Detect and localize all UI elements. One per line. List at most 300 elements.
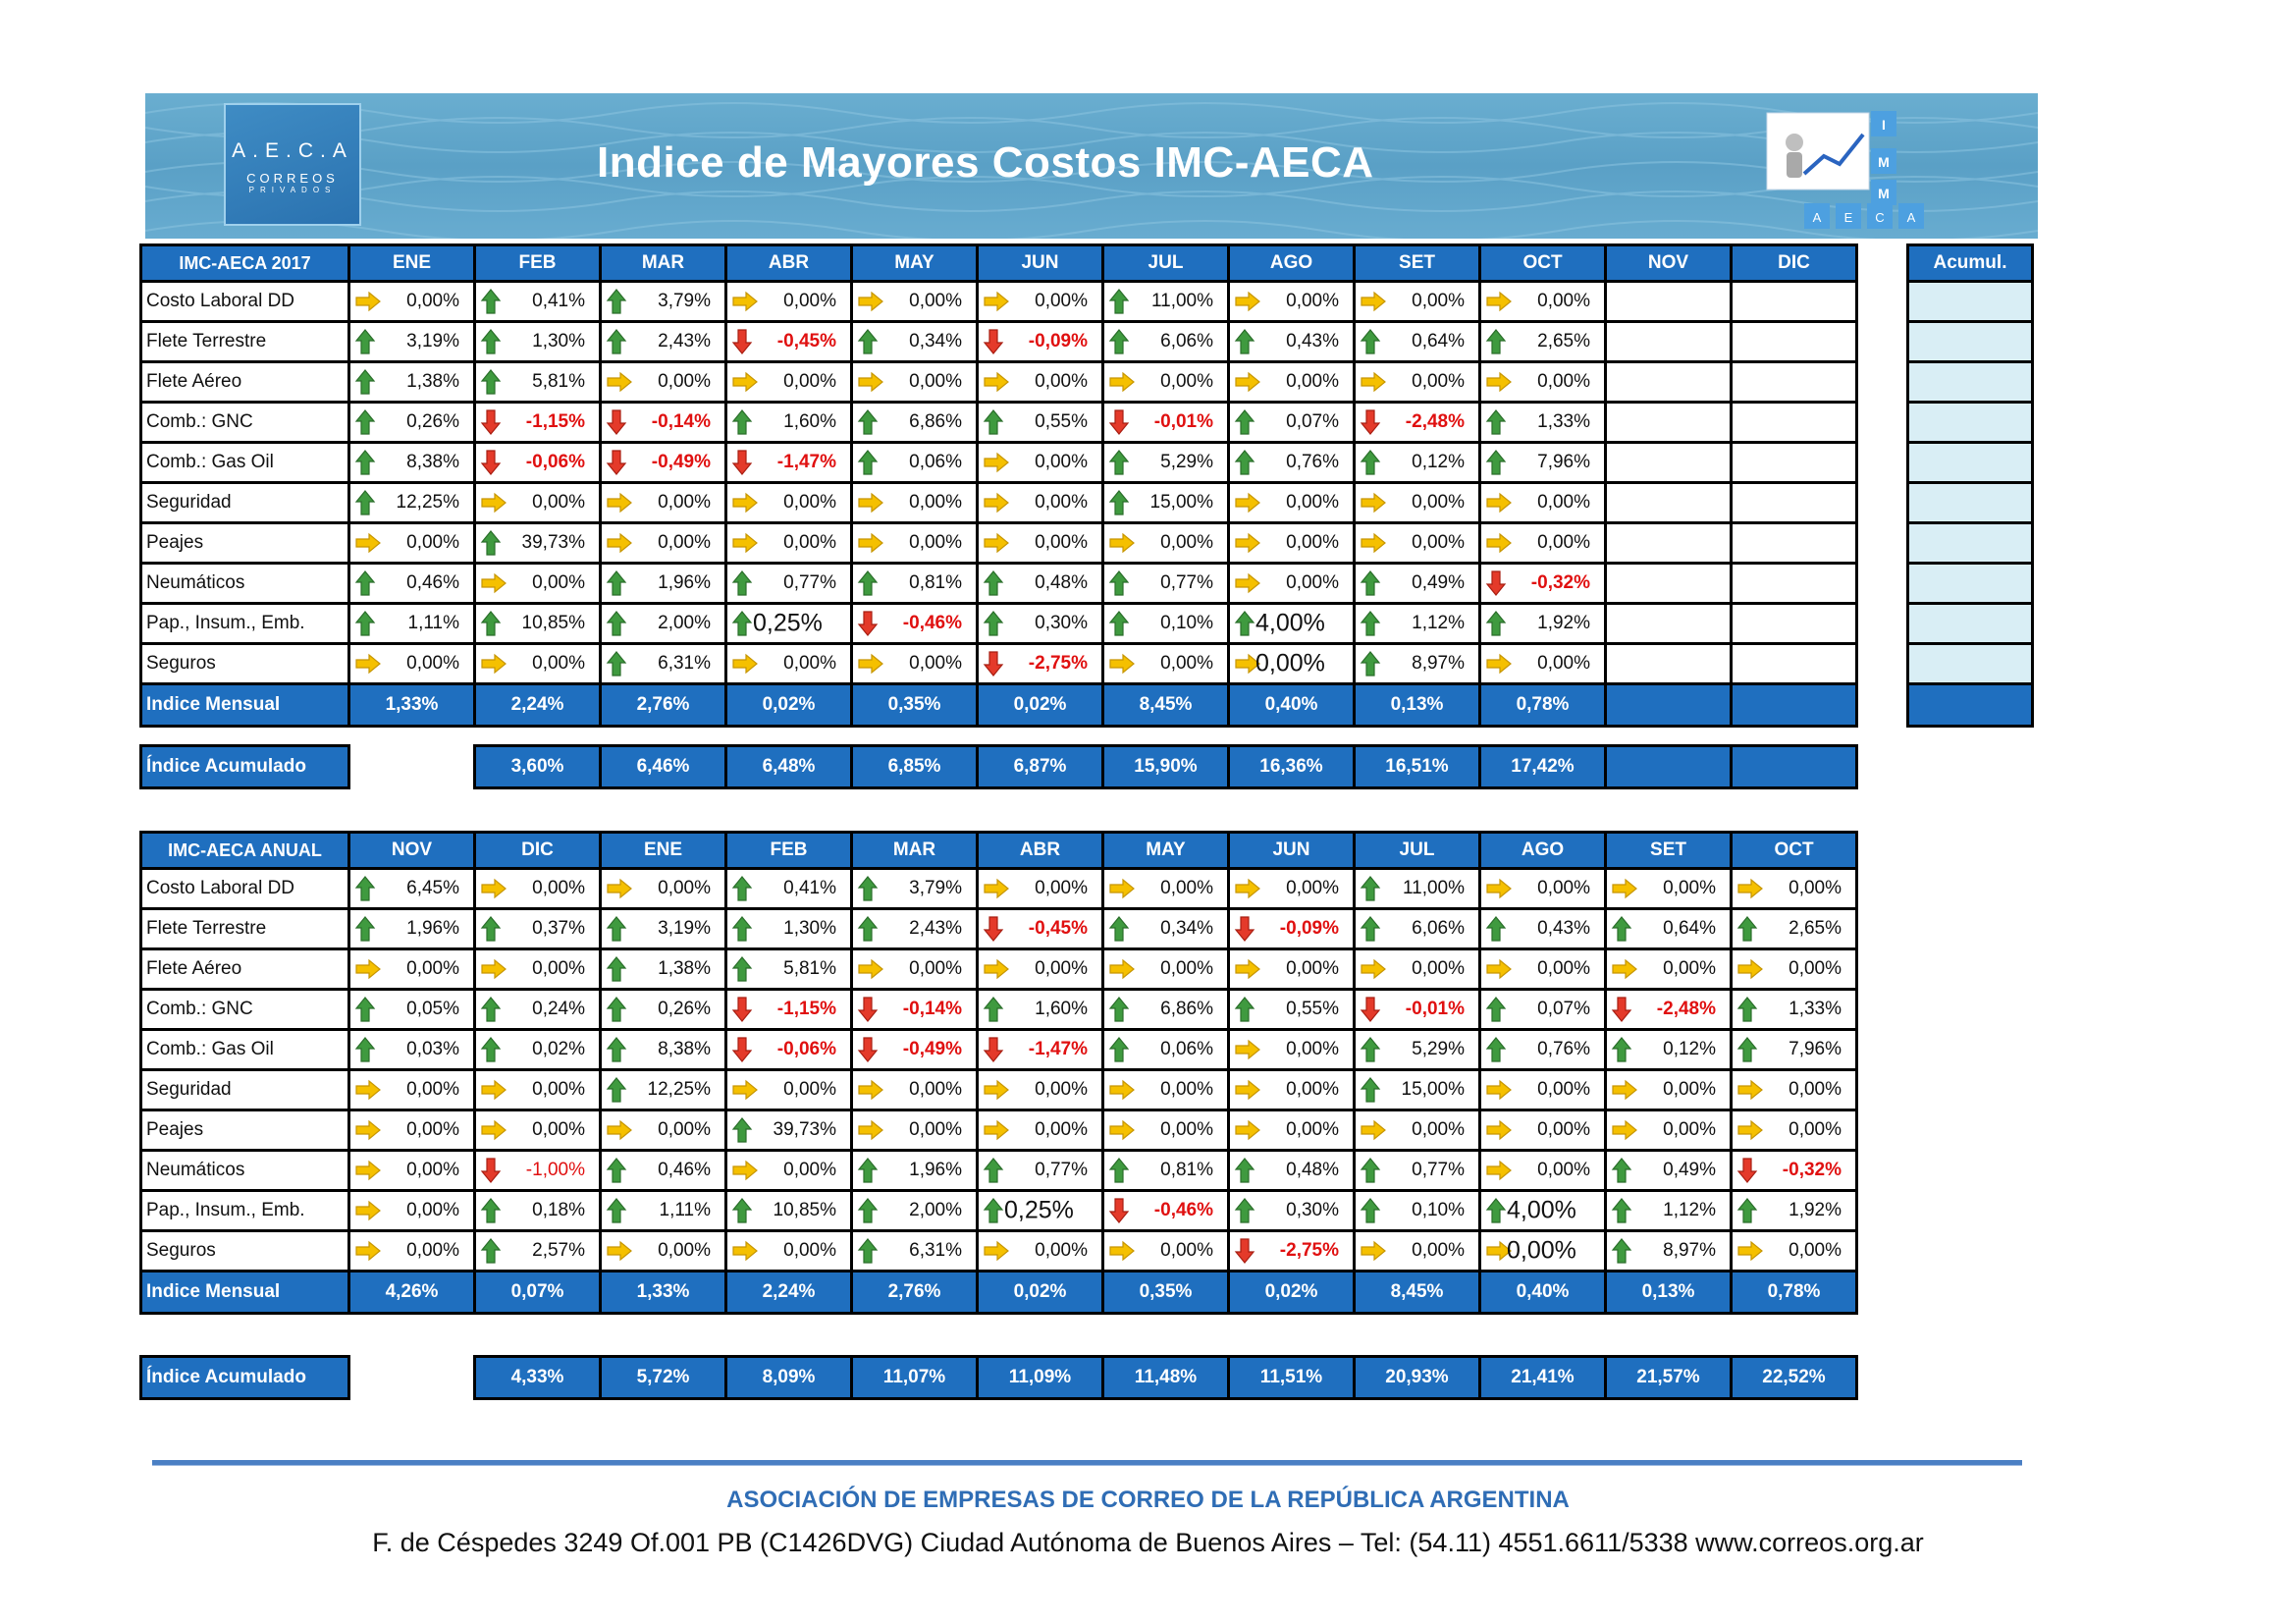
value-cell: [1229, 1030, 1355, 1070]
value-text: 0,18%: [532, 1200, 585, 1220]
arrow-down-icon: [1234, 915, 1255, 943]
value-cell: [726, 443, 852, 483]
value-cell: [1229, 1191, 1355, 1231]
value-cell: [475, 869, 601, 909]
arrow-right-icon: [1360, 371, 1387, 393]
value-text: -0,14%: [902, 999, 962, 1019]
monthly-index-value: 2,24%: [475, 684, 601, 727]
value-cell: [852, 644, 978, 684]
arrow-right-icon: [857, 653, 884, 675]
value-cell: [726, 564, 852, 604]
value-text: 0,00%: [783, 653, 836, 674]
value-text: -1,00%: [525, 1160, 585, 1180]
value-cell: [1103, 523, 1229, 564]
value-cell: [349, 909, 475, 949]
value-cell: [601, 1231, 726, 1272]
arrow-up-icon: [1611, 1237, 1632, 1265]
value-text: 7,96%: [1789, 1039, 1842, 1059]
value-cell: [349, 869, 475, 909]
value-cell: [1103, 869, 1229, 909]
value-cell: [726, 362, 852, 403]
month-header: DIC: [1732, 245, 1857, 282]
value-cell: [1355, 322, 1480, 362]
value-text: 0,00%: [658, 371, 711, 392]
value-text: 0,81%: [909, 572, 962, 593]
arrow-down-icon: [983, 915, 1004, 943]
arrow-right-icon: [731, 1160, 759, 1181]
arrow-up-icon: [606, 1157, 627, 1184]
arrow-right-icon: [354, 1240, 382, 1262]
arrow-right-icon: [1360, 1240, 1387, 1262]
monthly-index-value: 1,33%: [601, 1272, 726, 1314]
value-text: 0,00%: [909, 371, 962, 392]
value-text: 0,07%: [1537, 999, 1590, 1019]
value-cell: [1732, 362, 1857, 403]
value-cell: [852, 1231, 978, 1272]
row-label: Seguridad: [141, 483, 349, 523]
accumulated-index-value: 6,48%: [726, 746, 852, 788]
accumulated-index-value: 3,60%: [475, 746, 601, 788]
logo-letter-m2: M: [1878, 186, 1890, 201]
value-text: 0,00%: [1286, 492, 1339, 513]
arrow-down-icon: [731, 996, 753, 1023]
accumulated-index-value: 8,09%: [726, 1357, 852, 1399]
value-text: 0,00%: [1035, 1119, 1088, 1140]
value-cell: [1103, 403, 1229, 443]
value-text: 0,43%: [1286, 331, 1339, 352]
month-header: NOV: [1606, 245, 1732, 282]
arrow-up-icon: [606, 569, 627, 597]
arrow-up-icon: [480, 1036, 502, 1063]
acumul-total-cell: [1908, 684, 2033, 727]
value-text: 8,97%: [1663, 1240, 1716, 1261]
arrow-up-icon: [1108, 288, 1130, 315]
aeca-logo-line2: CORREOS: [246, 170, 339, 186]
value-cell: [978, 362, 1103, 403]
arrow-right-icon: [354, 291, 382, 312]
value-text: 0,00%: [909, 958, 962, 979]
value-text: 0,10%: [1412, 1200, 1465, 1220]
arrow-right-icon: [1611, 1079, 1638, 1101]
value-text: 0,26%: [658, 999, 711, 1019]
accumulated-index-value: 20,93%: [1355, 1357, 1480, 1399]
value-cell: [601, 604, 726, 644]
value-cell: [1229, 403, 1355, 443]
value-text: 0,48%: [1286, 1160, 1339, 1180]
value-cell: [726, 909, 852, 949]
arrow-up-icon: [1108, 1157, 1130, 1184]
value-text: 0,00%: [1160, 1240, 1213, 1261]
value-cell: [726, 644, 852, 684]
value-text: 0,00%: [1789, 1079, 1842, 1100]
value-text: 0,77%: [1160, 572, 1213, 593]
arrow-up-icon: [983, 1157, 1004, 1184]
value-cell: [726, 1151, 852, 1191]
value-text: 0,00%: [1160, 878, 1213, 898]
arrow-down-icon: [983, 1036, 1004, 1063]
table-row: [141, 1110, 1857, 1151]
month-header: SET: [1355, 245, 1480, 282]
value-cell: [1355, 869, 1480, 909]
table-row: [141, 483, 1857, 523]
arrow-right-icon: [1234, 532, 1261, 554]
value-cell: [1355, 282, 1480, 322]
value-text: 1,30%: [532, 331, 585, 352]
value-cell: [1229, 523, 1355, 564]
arrow-right-icon: [480, 878, 507, 899]
value-cell: [1229, 949, 1355, 990]
value-text: 2,65%: [1789, 918, 1842, 939]
value-cell: [1103, 362, 1229, 403]
arrow-right-icon: [606, 1119, 633, 1141]
value-cell: [349, 322, 475, 362]
arrow-down-icon: [480, 408, 502, 436]
accumulated-index-value: 21,57%: [1606, 1357, 1732, 1399]
value-text: 0,00%: [1035, 878, 1088, 898]
value-cell: [601, 564, 726, 604]
value-cell: [852, 523, 978, 564]
value-text: 11,00%: [1150, 291, 1213, 311]
value-cell: [475, 523, 601, 564]
value-cell: [601, 869, 726, 909]
value-cell: [1480, 1231, 1606, 1272]
value-text: 0,37%: [532, 918, 585, 939]
arrow-right-icon: [857, 958, 884, 980]
arrow-down-icon: [1360, 408, 1381, 436]
value-cell: [1480, 443, 1606, 483]
logo-letter-c: C: [1875, 210, 1885, 225]
arrow-right-icon: [1485, 1160, 1513, 1181]
row-label: Costo Laboral DD: [141, 869, 349, 909]
arrow-right-icon: [1736, 878, 1764, 899]
value-text: 0,06%: [909, 452, 962, 472]
table-corner-label: IMC-AECA 2017: [141, 245, 349, 282]
value-cell: [601, 322, 726, 362]
monthly-index-value: 0,02%: [978, 1272, 1103, 1314]
value-cell: [978, 604, 1103, 644]
value-text: 15,00%: [1401, 1079, 1465, 1100]
arrow-up-icon: [983, 569, 1004, 597]
monthly-index-value: 0,07%: [475, 1272, 601, 1314]
arrow-down-icon: [1108, 408, 1130, 436]
arrow-down-icon: [731, 328, 753, 355]
value-text: 0,00%: [909, 1079, 962, 1100]
value-cell: [1480, 644, 1606, 684]
value-cell: [1732, 604, 1857, 644]
value-text: 0,00%: [783, 1160, 836, 1180]
value-cell: [1480, 604, 1606, 644]
accumulated-index-value: 11,51%: [1229, 1357, 1355, 1399]
value-text: 0,41%: [783, 878, 836, 898]
value-text: 0,00%: [1035, 371, 1088, 392]
value-cell: [475, 604, 601, 644]
arrow-up-icon: [606, 955, 627, 983]
month-header: ABR: [726, 245, 852, 282]
monthly-index-value: 0,78%: [1480, 684, 1606, 727]
arrow-right-icon: [1485, 492, 1513, 514]
value-text: 0,00%: [783, 291, 836, 311]
value-text: 1,92%: [1789, 1200, 1842, 1220]
arrow-up-icon: [1485, 1197, 1507, 1224]
month-header: SET: [1606, 833, 1732, 869]
value-cell: [1732, 909, 1857, 949]
arrow-up-icon: [606, 1076, 627, 1104]
value-text: -0,14%: [651, 411, 711, 432]
value-cell: [1103, 1110, 1229, 1151]
value-cell: [726, 1191, 852, 1231]
month-header: FEB: [475, 245, 601, 282]
value-text: 2,43%: [658, 331, 711, 352]
arrow-up-icon: [857, 1197, 879, 1224]
arrow-up-icon: [1360, 328, 1381, 355]
value-cell: [1355, 523, 1480, 564]
month-header: MAY: [852, 245, 978, 282]
value-cell: [1480, 403, 1606, 443]
value-text: -1,47%: [1028, 1039, 1088, 1059]
value-cell: [1732, 949, 1857, 990]
value-cell: [349, 644, 475, 684]
row-label: Comb.: Gas Oil: [141, 443, 349, 483]
value-text: 0,00%: [1789, 958, 1842, 979]
arrow-right-icon: [983, 878, 1010, 899]
arrow-right-icon: [857, 532, 884, 554]
month-header: JUL: [1355, 833, 1480, 869]
value-text: 0,55%: [1286, 999, 1339, 1019]
monthly-index-value: 2,76%: [601, 684, 726, 727]
value-cell: [1229, 564, 1355, 604]
table-row: [141, 564, 1857, 604]
arrow-up-icon: [983, 996, 1004, 1023]
value-cell: [978, 1030, 1103, 1070]
value-text: -0,45%: [776, 331, 836, 352]
imc-2017-table: [139, 244, 1858, 728]
arrow-right-icon: [1485, 291, 1513, 312]
value-text: 10,85%: [521, 613, 585, 633]
accumulated-index-value: 11,09%: [978, 1357, 1103, 1399]
arrow-right-icon: [857, 1119, 884, 1141]
accumulated-index-value: 11,07%: [852, 1357, 978, 1399]
value-text: 0,00%: [1035, 1079, 1088, 1100]
arrow-right-icon: [1611, 878, 1638, 899]
arrow-right-icon: [480, 1119, 507, 1141]
arrow-up-icon: [354, 569, 376, 597]
arrow-up-icon: [731, 569, 753, 597]
value-cell: [601, 443, 726, 483]
table-row: [141, 990, 1857, 1030]
arrow-right-icon: [1234, 1079, 1261, 1101]
arrow-right-icon: [1736, 1240, 1764, 1262]
arrow-up-icon: [606, 996, 627, 1023]
row-label: Pap., Insum., Emb.: [141, 1191, 349, 1231]
arrow-up-icon: [606, 288, 627, 315]
value-text: 2,43%: [909, 918, 962, 939]
value-cell: [349, 949, 475, 990]
value-text: 0,00%: [1663, 958, 1716, 979]
arrow-up-icon: [1108, 915, 1130, 943]
value-text: 0,25%: [753, 609, 823, 637]
value-text: 0,00%: [1035, 958, 1088, 979]
arrow-right-icon: [354, 1119, 382, 1141]
value-cell: [1103, 1231, 1229, 1272]
value-cell: [1229, 443, 1355, 483]
arrow-up-icon: [480, 996, 502, 1023]
arrow-up-icon: [354, 328, 376, 355]
arrow-up-icon: [983, 408, 1004, 436]
value-cell: [1732, 869, 1857, 909]
value-cell: [475, 1070, 601, 1110]
value-cell: [1355, 362, 1480, 403]
arrow-up-icon: [857, 1157, 879, 1184]
value-cell: [1732, 1231, 1857, 1272]
value-cell: [1606, 990, 1732, 1030]
value-cell: [475, 362, 601, 403]
logo-letter-a2: A: [1906, 210, 1916, 225]
value-cell: [1355, 1151, 1480, 1191]
value-text: 0,00%: [1035, 492, 1088, 513]
value-cell: [1355, 1191, 1480, 1231]
value-text: 3,79%: [909, 878, 962, 898]
arrow-up-icon: [1485, 915, 1507, 943]
arrow-up-icon: [480, 915, 502, 943]
value-cell: [726, 403, 852, 443]
row-label: Neumáticos: [141, 1151, 349, 1191]
arrow-down-icon: [731, 1036, 753, 1063]
value-cell: [1606, 1231, 1732, 1272]
arrow-right-icon: [857, 492, 884, 514]
row-label: Flete Terrestre: [141, 322, 349, 362]
arrow-up-icon: [480, 328, 502, 355]
value-cell: [1229, 644, 1355, 684]
value-text: -0,46%: [902, 613, 962, 633]
arrow-right-icon: [1234, 492, 1261, 514]
value-cell: [1606, 1151, 1732, 1191]
arrow-right-icon: [1485, 653, 1513, 675]
value-text: 11,00%: [1402, 878, 1465, 898]
value-cell: [726, 1110, 852, 1151]
arrow-right-icon: [480, 1079, 507, 1101]
arrow-right-icon: [983, 532, 1010, 554]
arrow-right-icon: [983, 492, 1010, 514]
value-cell: [601, 403, 726, 443]
value-text: 0,00%: [783, 492, 836, 513]
arrow-up-icon: [1736, 915, 1758, 943]
arrow-up-icon: [1108, 449, 1130, 476]
arrow-right-icon: [1360, 1119, 1387, 1141]
arrow-up-icon: [1234, 996, 1255, 1023]
acumul-cell: [1908, 443, 2033, 483]
arrow-up-icon: [1360, 915, 1381, 943]
value-cell: [726, 1030, 852, 1070]
value-cell: [601, 644, 726, 684]
value-text: 0,00%: [658, 1119, 711, 1140]
value-cell: [1480, 1110, 1606, 1151]
value-text: 0,03%: [406, 1039, 459, 1059]
footer-address: F. de Céspedes 3249 Of.001 PB (C1426DVG) Ciudad Autónoma de Buenos Aires – Tel: (54.11) 4551.6611/5338 www.correos.org.ar: [372, 1528, 1924, 1557]
monthly-index-value: 0,02%: [726, 684, 852, 727]
table-row: [141, 1151, 1857, 1191]
value-cell: [852, 322, 978, 362]
value-cell: [1606, 909, 1732, 949]
arrow-right-icon: [606, 1240, 633, 1262]
aeca-logo-line1: A.E.C.A: [232, 138, 353, 162]
value-text: -0,06%: [525, 452, 585, 472]
arrow-right-icon: [857, 1079, 884, 1101]
arrow-up-icon: [1736, 1036, 1758, 1063]
value-text: 1,96%: [406, 918, 459, 939]
value-cell: [852, 282, 978, 322]
value-cell: [349, 443, 475, 483]
value-cell: [852, 1070, 978, 1110]
value-text: 0,46%: [658, 1160, 711, 1180]
value-text: 0,26%: [406, 411, 459, 432]
value-cell: [349, 604, 475, 644]
value-cell: [1732, 644, 1857, 684]
value-text: -0,46%: [1153, 1200, 1213, 1220]
arrow-up-icon: [1234, 1197, 1255, 1224]
value-cell: [978, 1191, 1103, 1231]
value-cell: [978, 523, 1103, 564]
value-cell: [852, 443, 978, 483]
value-cell: [1229, 483, 1355, 523]
arrow-up-icon: [731, 1116, 753, 1144]
arrow-down-icon: [1485, 569, 1507, 597]
value-text: 0,00%: [532, 958, 585, 979]
value-text: 1,38%: [406, 371, 459, 392]
value-text: 0,00%: [1160, 532, 1213, 553]
arrow-right-icon: [983, 1119, 1010, 1141]
accumulated-index-value: 21,41%: [1480, 1357, 1606, 1399]
value-text: 0,00%: [1286, 1039, 1339, 1059]
value-cell: [1103, 949, 1229, 990]
table-corner-label: IMC-AECA ANUAL: [141, 833, 349, 869]
value-cell: [475, 990, 601, 1030]
value-cell: [1229, 1151, 1355, 1191]
monthly-index-value: 0,02%: [1229, 1272, 1355, 1314]
value-cell: [1732, 403, 1857, 443]
value-cell: [1480, 990, 1606, 1030]
value-cell: [1480, 949, 1606, 990]
value-text: 0,77%: [1412, 1160, 1465, 1180]
arrow-right-icon: [983, 1240, 1010, 1262]
value-cell: [601, 1070, 726, 1110]
monthly-index-value: 2,24%: [726, 1272, 852, 1314]
logo-letter-m1: M: [1878, 154, 1890, 170]
arrow-right-icon: [731, 653, 759, 675]
value-text: 0,00%: [909, 653, 962, 674]
value-text: 0,00%: [909, 291, 962, 311]
value-text: 0,30%: [1035, 613, 1088, 633]
value-text: 0,00%: [783, 1079, 836, 1100]
arrow-up-icon: [480, 529, 502, 557]
arrow-down-icon: [606, 408, 627, 436]
value-cell: [1732, 483, 1857, 523]
value-text: 1,38%: [658, 958, 711, 979]
table-row: [141, 1231, 1857, 1272]
value-cell: [1480, 1030, 1606, 1070]
table-row: [141, 1070, 1857, 1110]
value-text: 2,57%: [532, 1240, 585, 1261]
spacer: [349, 746, 475, 788]
value-text: 4,00%: [1255, 609, 1325, 637]
arrow-down-icon: [606, 449, 627, 476]
value-cell: [601, 1191, 726, 1231]
value-cell: [1606, 564, 1732, 604]
arrow-up-icon: [606, 915, 627, 943]
value-text: 0,41%: [532, 291, 585, 311]
value-cell: [1103, 564, 1229, 604]
arrow-up-icon: [354, 915, 376, 943]
value-cell: [1732, 990, 1857, 1030]
